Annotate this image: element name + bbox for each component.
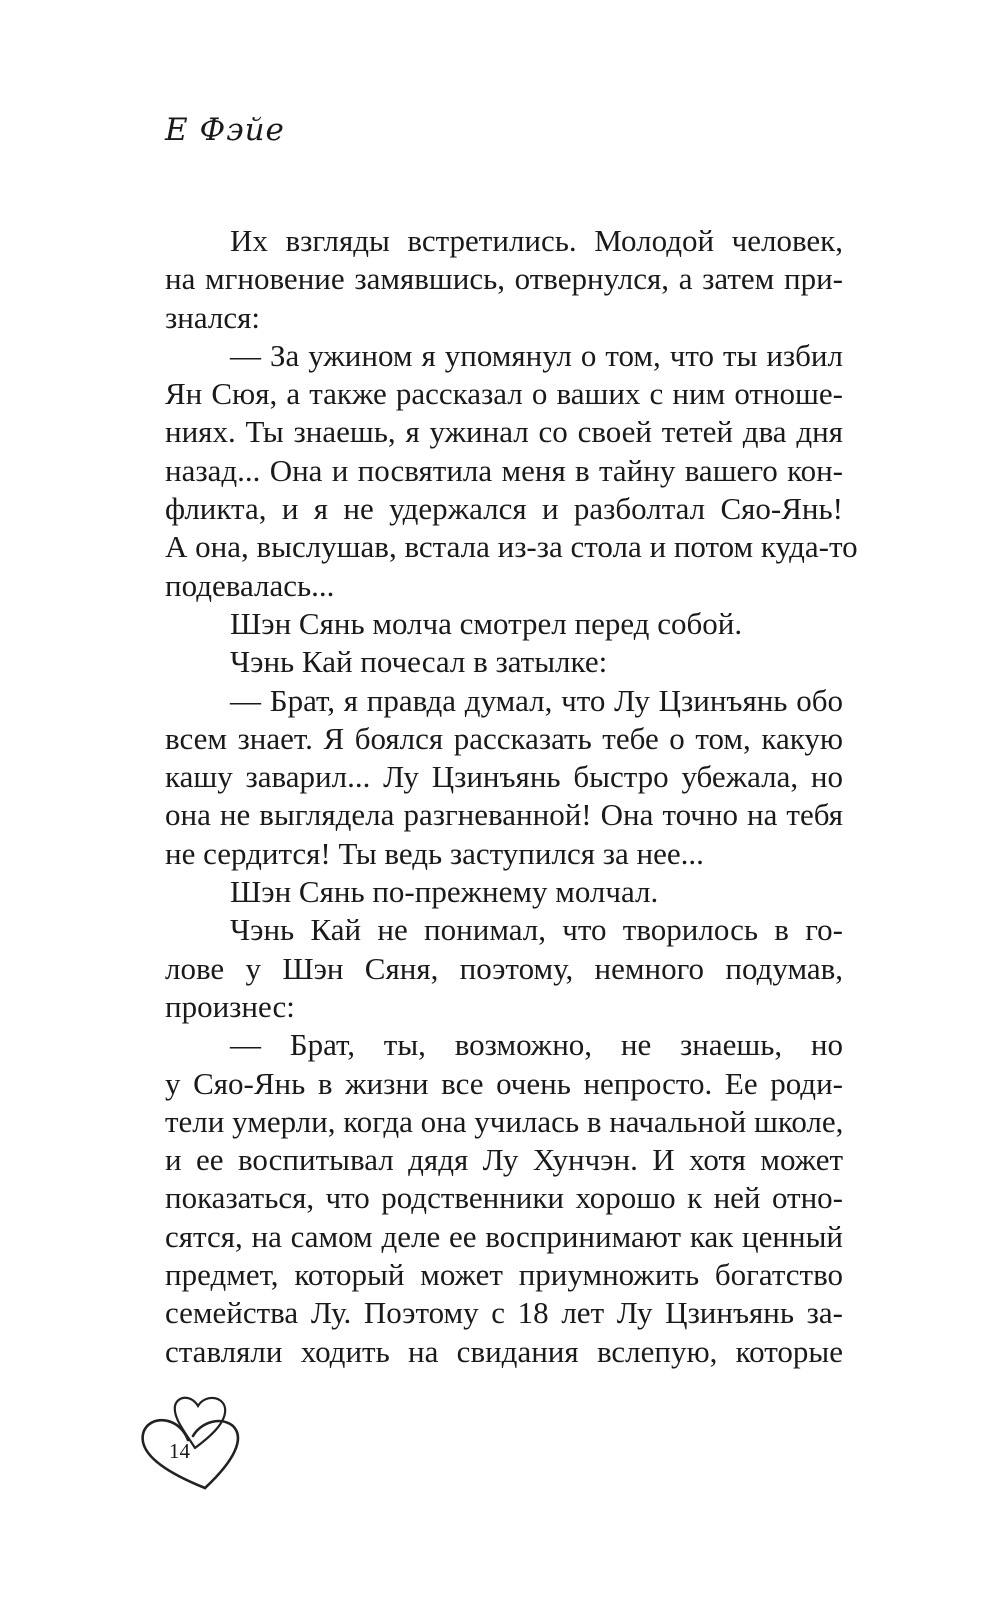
text-line: ставляли ходить на свидания вслепую, которые: [165, 1333, 843, 1369]
text-line: лове у Шэн Сяня, поэтому, немного подумав,: [165, 950, 843, 986]
text-line: подевалась...: [165, 567, 335, 603]
text-line: назад... Она и посвятила меня в тайну вашего кон-: [165, 452, 843, 488]
running-header: Е Фэйе: [165, 112, 285, 148]
double-heart-icon: [135, 1392, 250, 1492]
text-line: А она, выслушав, встала из-за стола и потом куда-то: [165, 529, 858, 565]
text-line: семейства Лу. Поэтому с 18 лет Лу Цзинъянь за-: [165, 1295, 843, 1331]
text-line: она не выглядела разгневанной! Она точно на тебя: [165, 797, 843, 833]
text-line: сятся, на самом деле ее воспринимают как ценный: [165, 1218, 843, 1254]
text-line: Их взгляды встретились. Молодой человек,: [230, 223, 843, 258]
page-number: 14: [169, 1439, 190, 1463]
text-line: на мгновение замявшись, отвернулся, а затем при-: [165, 261, 843, 297]
text-line: у Сяо-Янь в жизни все очень непросто. Ее роди-: [165, 1065, 843, 1101]
text-line: предмет, который может приумножить богатство: [165, 1257, 843, 1293]
text-line: Чэнь Кай почесал в затылке:: [230, 644, 608, 680]
body-text: [165, 222, 858, 1371]
text-line: Ян Сюя, а также рассказал о ваших с ним отноше-: [165, 376, 843, 412]
text-line: и ее воспитывал дядя Лу Хунчэн. И хотя может: [165, 1142, 843, 1178]
text-line: — За ужином я упомянул о том, что ты избил: [230, 337, 843, 373]
text-line: Шэн Сянь молча смотрел перед собой.: [230, 605, 743, 641]
text-line: — Брат, ты, возможно, не знаешь, но: [230, 1027, 843, 1063]
text-line: кашу заварил... Лу Цзинъянь быстро убежала, но: [165, 759, 843, 795]
page-folio: [135, 1392, 250, 1492]
text-line: тели умерли, когда она училась в начальной школе,: [165, 1103, 844, 1139]
text-line: ниях. Ты знаешь, я ужинал со своей тетей два дня: [165, 414, 843, 450]
text-line: — Брат, я правда думал, что Лу Цзинъянь обо: [230, 682, 843, 718]
text-line: знался:: [165, 299, 260, 335]
text-line: фликта, и я не удержался и разболтал Сяо-Янь!: [165, 491, 843, 527]
text-line: всем знает. Я боялся рассказать тебе о том, какую: [165, 720, 843, 756]
text-line: Шэн Сянь по-прежнему молчал.: [230, 874, 659, 910]
text-line: произнес:: [165, 988, 295, 1024]
text-line: не сердится! Ты ведь заступился за нее...: [165, 835, 704, 871]
text-line: Чэнь Кай не понимал, что творилось в го-: [230, 912, 843, 948]
text-line: показаться, что родственники хорошо к ней отно-: [165, 1180, 843, 1216]
